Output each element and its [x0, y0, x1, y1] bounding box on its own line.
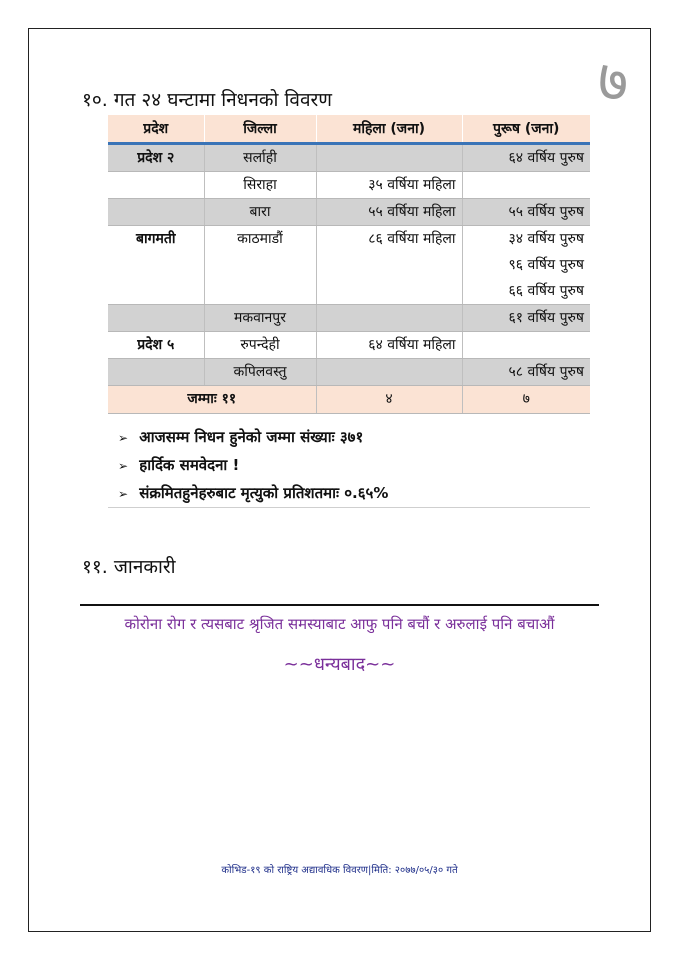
table-header-row [108, 115, 590, 144]
province-cell: प्रदेश २ [108, 144, 204, 172]
male-entry: ६१ वर्षिय पुरुष [508, 310, 584, 326]
total-label: जम्माः ११ [108, 386, 316, 414]
thanks-text: ~~धन्यबाद~~ [283, 654, 396, 675]
bullet-death-rate [108, 479, 590, 507]
province-cell: बागमती [108, 226, 204, 305]
male-entry: ६४ वर्षिय पुरुष [508, 150, 584, 166]
section-10-heading: १०. गत २४ घन्टामा निधनको विवरण [82, 89, 333, 111]
bullet-total-deaths [108, 423, 590, 451]
table-row [108, 226, 590, 305]
header-female: महिला (जना) [316, 115, 462, 144]
female-cell: ५५ वर्षिया महिला [316, 199, 462, 226]
page-number: ७ [598, 47, 629, 115]
district-cell: रुपन्देही [204, 332, 316, 359]
table-row [108, 144, 590, 172]
table-row [108, 305, 590, 332]
district-cell: सर्लाही [204, 144, 316, 172]
total-male: ७ [462, 386, 590, 414]
female-cell: ६४ वर्षिया महिला [316, 332, 462, 359]
divider [80, 604, 599, 606]
total-row [108, 386, 590, 414]
header-male: पुरूष (जना) [462, 115, 590, 144]
district-cell: मकवानपुर [204, 305, 316, 332]
female-cell [316, 359, 462, 386]
female-cell: ८६ वर्षिया महिला [316, 226, 462, 305]
male-entry: ६६ वर्षिय पुरुष [508, 283, 584, 299]
table-row [108, 359, 590, 386]
male-entry: ५८ वर्षिय पुरुष [508, 364, 584, 380]
district-cell: सिराहा [204, 172, 316, 199]
district-cell: बारा [204, 199, 316, 226]
section-11-heading: ११. जानकारी [82, 556, 176, 578]
awareness-message: कोरोना रोग र त्यसबाट श्रृजित समस्याबाट आफु पनि बचौं र अरुलाई पनि बचाऔं [124, 615, 555, 633]
arrow-bullet-icon: ➢ [117, 431, 129, 445]
province-cell [108, 199, 204, 226]
male-entry: ९६ वर्षिय पुरुष [508, 257, 584, 273]
table-row [108, 199, 590, 226]
bullet-text: आजसम्म निधन हुनेको जम्मा संख्याः ३७१ [139, 428, 364, 446]
male-cell [462, 332, 590, 359]
male-entry: ५५ वर्षिय पुरुष [508, 204, 584, 220]
female-cell [316, 144, 462, 172]
male-entry: ३४ वर्षिय पुरुष [508, 231, 584, 247]
bullet-text: संक्रमितहुनेहरुबाट मृत्युको प्रतिशतमाः ०.६५% [139, 484, 389, 502]
total-female: ४ [316, 386, 462, 414]
district-cell: कपिलवस्तु [204, 359, 316, 386]
female-cell: ३५ वर्षिया महिला [316, 172, 462, 199]
province-cell [108, 305, 204, 332]
male-cell [462, 144, 590, 172]
female-cell [316, 305, 462, 332]
header-district: जिल्ला [204, 115, 316, 144]
male-cell [462, 305, 590, 332]
province-cell [108, 172, 204, 199]
table-row [108, 332, 590, 359]
arrow-bullet-icon: ➢ [117, 487, 129, 501]
male-cell [462, 359, 590, 386]
male-cell [462, 226, 590, 305]
arrow-bullet-icon: ➢ [117, 459, 129, 473]
summary-bullets [108, 423, 590, 508]
deaths-table [108, 115, 590, 414]
bullet-text: हार्दिक समवेदना ! [139, 456, 240, 474]
page-footer: कोभिड-१९ को राष्ट्रिय अद्यावधिक विवरण|मिति: २०७७/०५/३० गते [221, 865, 458, 876]
header-province: प्रदेश [108, 115, 204, 144]
province-cell [108, 359, 204, 386]
province-cell: प्रदेश ५ [108, 332, 204, 359]
bullet-condolence [108, 451, 590, 479]
male-cell [462, 172, 590, 199]
district-cell: काठमाडौं [204, 226, 316, 305]
male-cell [462, 199, 590, 226]
table-row [108, 172, 590, 199]
